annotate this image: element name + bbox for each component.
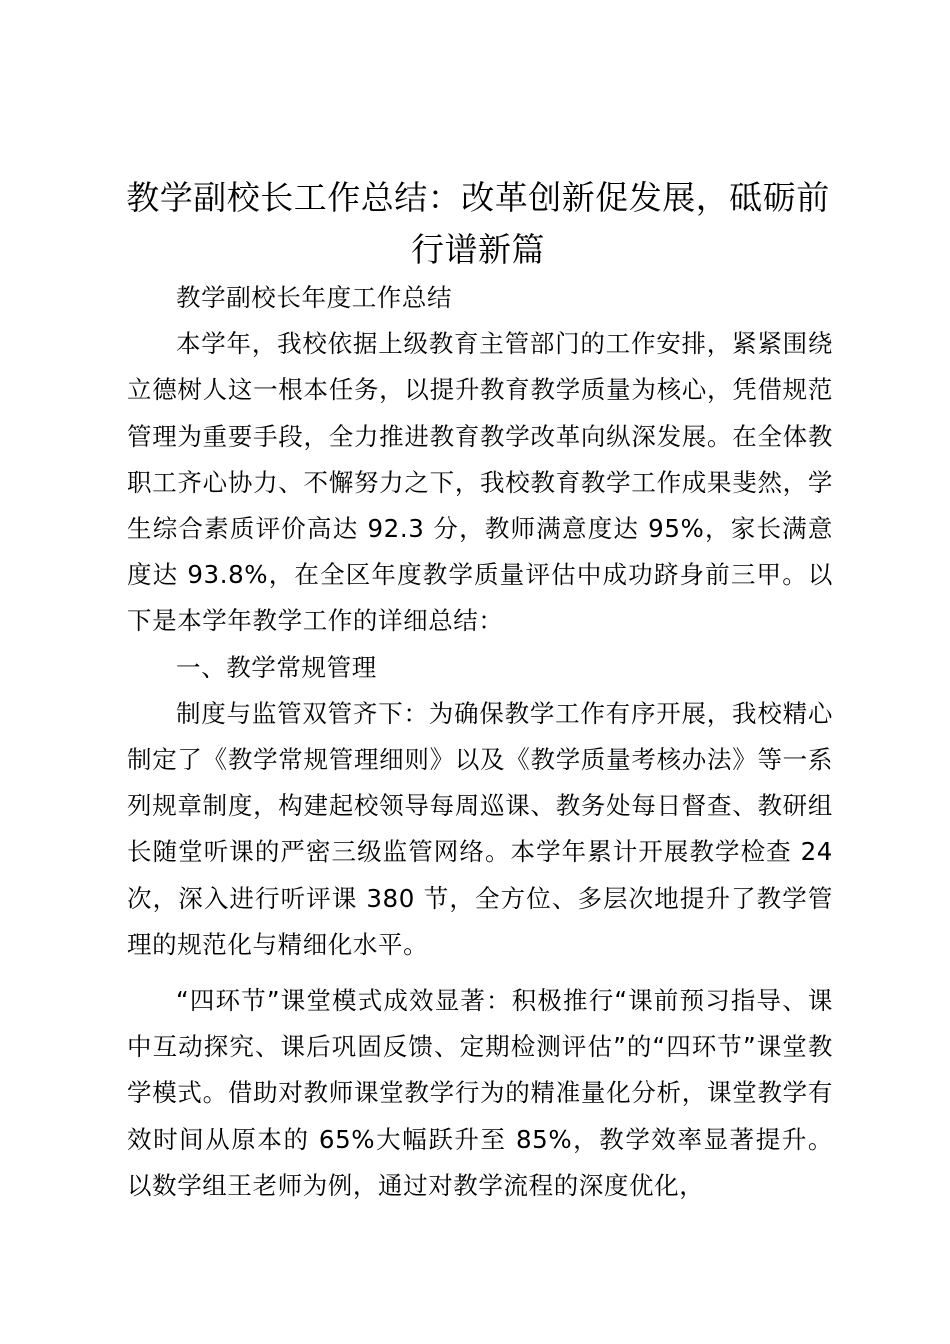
document-body bbox=[127, 275, 833, 1209]
paragraph: “四环节”课堂模式成效显著：积极推行“课前预习指导、课中互动探究、课后巩固反馈、定期检测评估”的“四环节”课堂教学模式。借助对教师课堂教学行为的精准量化分析，课堂教学有效时间从原本的 65%大幅跃升至 85%，教学效率显著提升。以数学组王老师为例，通过对教学流程的深度优化， bbox=[127, 986, 833, 1200]
document-title: 教学副校长工作总结：改革创新促发展，砥砺前行谱新篇 bbox=[126, 178, 830, 269]
paragraph: 制度与监管双管齐下：为确保教学工作有序开展，我校精心制定了《教学常规管理细则》以及《教学质量考核办法》等一系列规章制度，构建起校领导每周巡课、教务处每日督查、教研组长随堂听课的严密三级监管网络。本学年累计开展教学检查 24 次，深入进行听评课 380 节，全方位、多层次地提升了教学管理的规范化与精细化水平。 bbox=[127, 698, 833, 959]
intro-paragraph: 本学年，我校依据上级教育主管部门的工作安排，紧紧围绕立德树人这一根本任务，以提升教育教学质量为核心，凭借规范管理为重要手段，全力推进教育教学改革向纵深发展。在全体教职工齐心协力、不懈努力之下，我校教育教学工作成果斐然，学生综合素质评价高达 92.3 分，教师满意度达 95%，家长满意度达 93.8%，在全区年度教学质量评估中成功跻身前三甲。以下是本学年教学工作的详细总结： bbox=[127, 329, 833, 636]
section-heading: 一、教学常规管理 bbox=[176, 652, 377, 682]
document-subtitle: 教学副校长年度工作总结 bbox=[176, 283, 453, 312]
